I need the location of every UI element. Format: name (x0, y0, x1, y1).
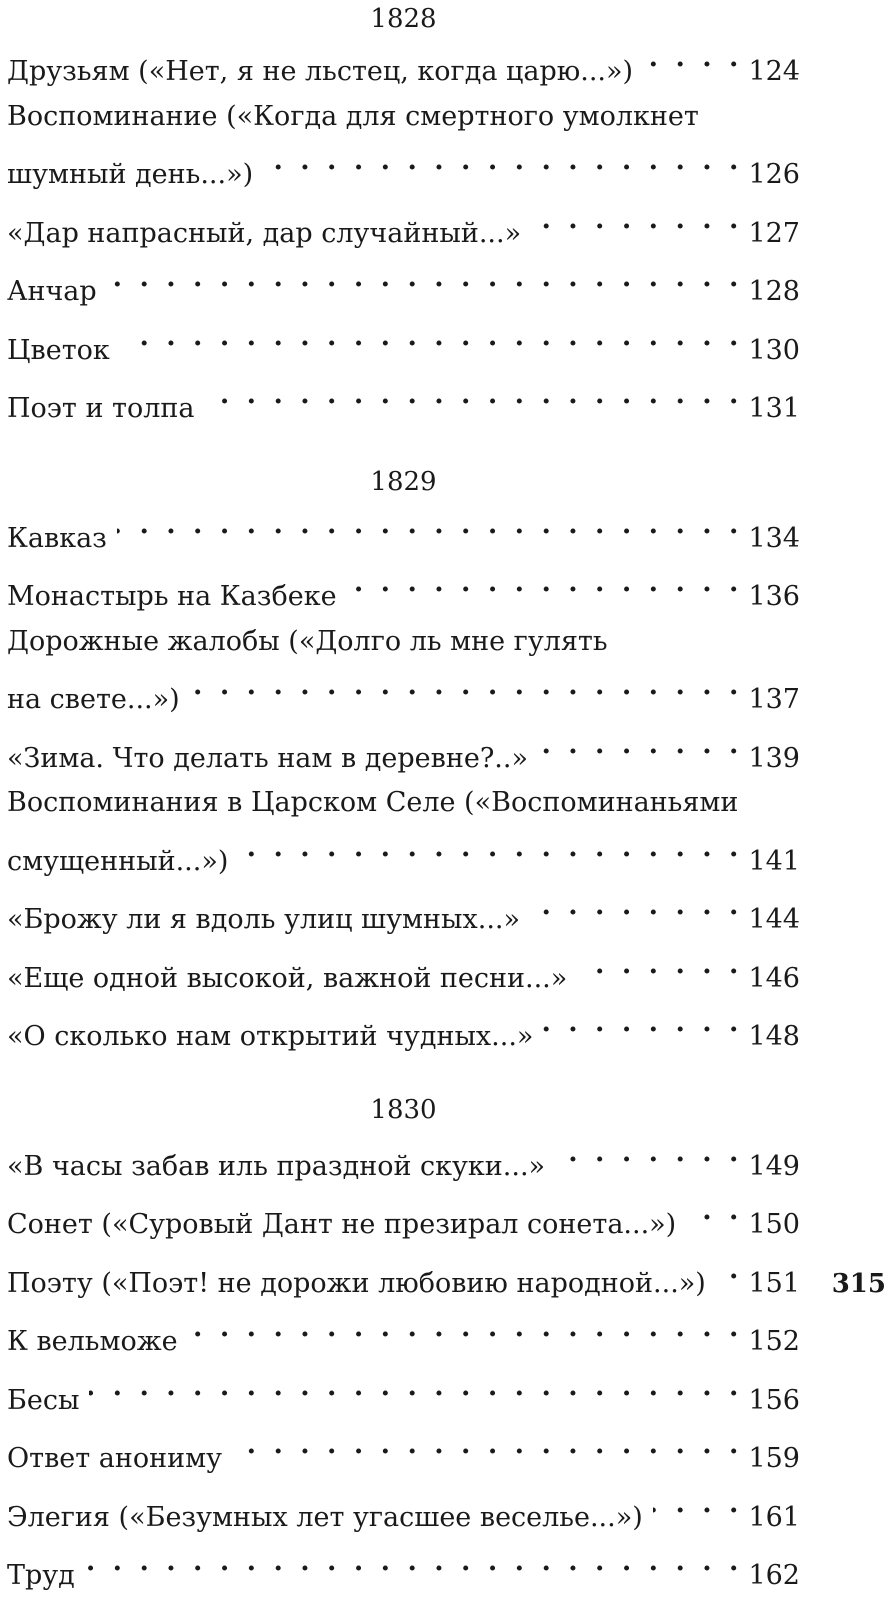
dot-leader (543, 1001, 742, 1045)
toc-entry[interactable] (7, 1482, 800, 1541)
dot-leader (716, 1248, 743, 1292)
dot-leader (531, 198, 742, 242)
dot-leader (538, 723, 742, 767)
toc-entry[interactable] (7, 781, 800, 884)
dot-leader (232, 1423, 742, 1467)
toc-entry[interactable] (7, 198, 800, 257)
dot-leader (263, 139, 742, 183)
toc-entry[interactable] (7, 1189, 800, 1248)
toc-entry[interactable] (7, 561, 800, 620)
dot-leader (89, 1365, 742, 1409)
entry-page: 150 (748, 1209, 800, 1240)
toc-entry[interactable] (7, 36, 800, 95)
dot-leader (555, 1131, 742, 1175)
entry-page: 148 (748, 1021, 800, 1052)
dot-leader (204, 373, 742, 417)
entry-page: 131 (748, 393, 800, 424)
entry-page: 146 (748, 962, 800, 994)
dot-leader (347, 561, 743, 605)
toc-entry[interactable] (7, 1423, 800, 1482)
toc-entry[interactable] (7, 1306, 800, 1365)
entry-page: 156 (748, 1384, 800, 1416)
page-number: 315 (831, 1269, 886, 1299)
entry-title: Друзьям («Нет, я не льстец, когда царю...») (7, 56, 634, 87)
entry-title: К вельможе (7, 1326, 178, 1357)
entry-title: Кавказ (7, 522, 107, 554)
dot-leader (120, 315, 743, 359)
entry-title: Воспоминания в Царском Селе («Воспоминаньями (7, 787, 739, 818)
dot-leader (653, 1482, 743, 1526)
entry-title: Труд (7, 1560, 75, 1591)
entry-title: Сонет («Суровый Дант не презирал сонета...») (7, 1209, 677, 1240)
entry-title-continuation: смущенный...») (7, 845, 229, 877)
dot-leader (107, 256, 743, 300)
dot-leader (188, 1306, 743, 1350)
entry-page: 152 (748, 1326, 800, 1357)
entry-page: 127 (748, 217, 800, 249)
table-of-contents (7, 0, 800, 1599)
toc-entry[interactable] (7, 884, 800, 943)
entry-title: «О сколько нам открытий чудных...» (7, 1021, 534, 1052)
entry-title: Бесы (7, 1384, 80, 1416)
toc-entry[interactable] (7, 1131, 800, 1190)
toc-section (7, 465, 800, 1060)
toc-entry[interactable] (7, 1001, 800, 1060)
entry-page: 124 (748, 56, 800, 87)
section-year: 1829 (370, 466, 437, 497)
toc-entry[interactable] (7, 1365, 800, 1424)
entry-page: 126 (748, 159, 800, 190)
entry-title: Ответ анониму (7, 1443, 222, 1474)
entry-title: Воспоминание («Когда для смертного умолкнет (7, 100, 699, 132)
entry-title: «В часы забав иль праздной скуки...» (7, 1150, 546, 1182)
entry-page: 128 (748, 276, 800, 307)
dot-leader (686, 1189, 742, 1233)
dot-leader (190, 664, 743, 708)
entry-title-continuation: шумный день...») (7, 159, 254, 190)
dot-leader (577, 943, 742, 987)
entry-page: 151 (748, 1267, 800, 1299)
entry-page: 144 (748, 904, 800, 935)
toc-entry[interactable] (7, 373, 800, 432)
entry-page: 139 (748, 742, 800, 774)
dot-leader (85, 1540, 743, 1584)
entry-page: 130 (748, 334, 800, 366)
entry-title: «Дар напрасный, дар случайный...» (7, 217, 522, 249)
entry-page: 162 (748, 1560, 800, 1591)
entry-page: 159 (748, 1443, 800, 1474)
toc-entry[interactable] (7, 95, 800, 198)
entry-title: Монастырь на Казбеке (7, 581, 337, 612)
entry-title: Поэт и толпа (7, 393, 195, 424)
section-year: 1828 (370, 4, 437, 34)
toc-entry[interactable] (7, 256, 800, 315)
entry-title: Анчар (7, 276, 97, 307)
entry-page: 134 (748, 522, 800, 554)
section-year: 1830 (370, 1094, 437, 1125)
entry-title-continuation: на свете...») (7, 684, 180, 715)
toc-entry[interactable] (7, 1540, 800, 1599)
dot-leader (238, 826, 742, 870)
entry-title: Дорожные жалобы («Долго ль мне гулять (7, 625, 608, 657)
entry-title: «Брожу ли я вдоль улиц шумных...» (7, 904, 521, 935)
entry-title: «Еще одной высокой, важной песни...» (7, 962, 568, 994)
entry-page: 149 (748, 1150, 800, 1182)
toc-section (7, 0, 800, 432)
toc-entry[interactable] (7, 1248, 800, 1307)
entry-page: 161 (748, 1501, 800, 1533)
entry-title: Поэту («Поэт! не дорожи любовию народной...») (7, 1267, 706, 1299)
entry-page: 136 (748, 581, 800, 612)
toc-entry[interactable] (7, 503, 800, 562)
toc-entry[interactable] (7, 723, 800, 782)
entry-page: 137 (748, 684, 800, 715)
toc-entry[interactable] (7, 620, 800, 723)
entry-title: «Зима. Что делать нам в деревне?..» (7, 742, 528, 774)
dot-leader (117, 503, 743, 547)
entry-page: 141 (748, 845, 800, 877)
dot-leader (530, 884, 742, 928)
entry-title: Цветок (7, 334, 110, 366)
toc-section (7, 1093, 800, 1599)
toc-entry[interactable] (7, 943, 800, 1002)
toc-entry[interactable] (7, 315, 800, 374)
dot-leader (643, 36, 742, 80)
entry-title: Элегия («Безумных лет угасшее веселье...») (7, 1501, 643, 1533)
